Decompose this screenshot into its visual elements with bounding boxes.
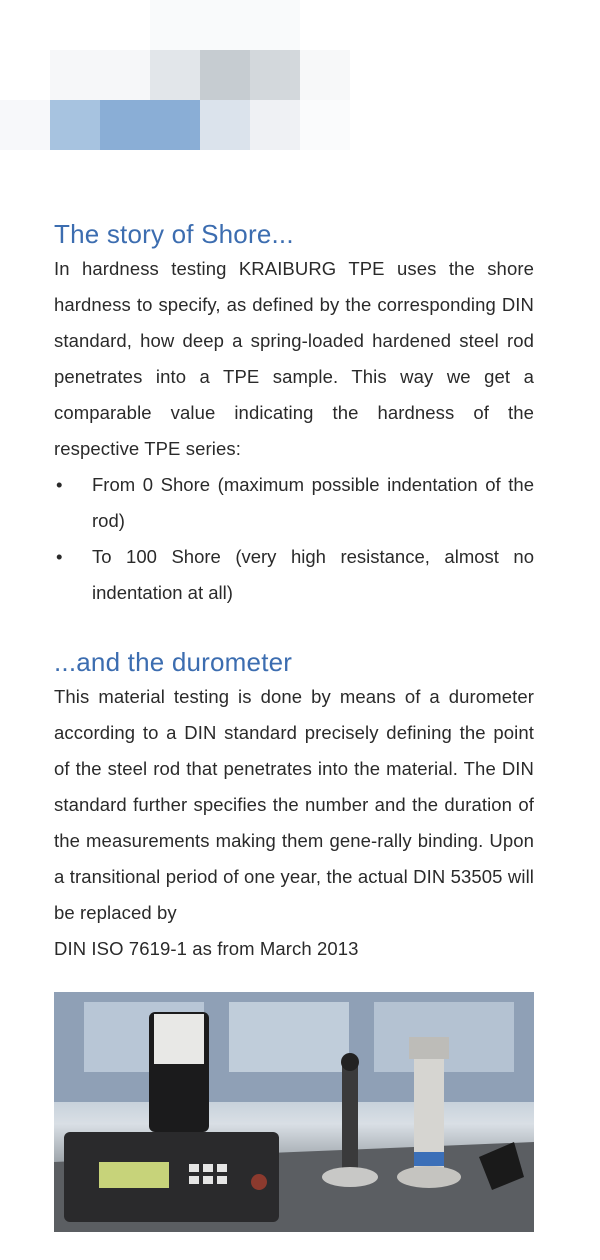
control-knob xyxy=(251,1174,267,1190)
pixel-block xyxy=(50,100,100,150)
durometer-stand-1 xyxy=(342,1062,358,1172)
pixel-block xyxy=(100,100,200,150)
durometer-knob-1 xyxy=(341,1053,359,1071)
bullet-list xyxy=(54,467,534,611)
pixel-block xyxy=(150,50,200,100)
durometer-head-2 xyxy=(409,1037,449,1059)
pixel-block xyxy=(0,100,50,150)
section-paragraph-durometer-last-line: DIN ISO 7619-1 as from March 2013 xyxy=(54,938,359,959)
durometer-base-1 xyxy=(322,1167,378,1187)
pixel-block xyxy=(150,0,300,50)
section-durometer xyxy=(54,645,534,967)
durometer-base xyxy=(64,1132,279,1222)
section-paragraph-durometer: This material testing is done by means of a durometer according to a DIN standard precisely defining the point of the steel rod that penetrates into the material. The DIN standard further specifies the number and the duration of the measurements making them gene-rally binding. Upon a transitional period of one year, the actual DIN 53505 will be replaced by xyxy=(54,686,534,923)
durometer-column-top xyxy=(154,1014,204,1064)
pixel-block xyxy=(50,50,150,100)
pixel-block xyxy=(200,50,250,100)
section-shore xyxy=(54,217,534,611)
section-heading-durometer: ...and the durometer xyxy=(54,647,293,677)
section-heading-shore: The story of Shore... xyxy=(54,219,294,249)
pixel-block xyxy=(250,50,300,100)
durometer-photo-illustration xyxy=(54,992,534,1232)
decorative-pixel-blocks xyxy=(0,0,600,160)
durometer-photo xyxy=(54,992,534,1232)
bullet-item: • To 100 Shore (very high resistance, almost no indentation at all) xyxy=(54,539,534,611)
pixel-block xyxy=(300,50,350,100)
sample-block xyxy=(414,1152,444,1166)
durometer-base-2 xyxy=(397,1166,461,1188)
pixel-block xyxy=(200,100,250,150)
section-paragraph-shore: In hardness testing KRAIBURG TPE uses the shore hardness to specify, as defined by the corresponding DIN standard, how deep a spring-loaded hardened steel rod penetrates into a TPE sample. This way we get a comparable value indicating the hardness of the respective TPE series: xyxy=(54,258,534,459)
bullet-item: • From 0 Shore (maximum possible indentation of the rod) xyxy=(54,467,534,539)
lcd-display xyxy=(99,1162,169,1188)
window-pane xyxy=(229,1002,349,1072)
pixel-block xyxy=(300,100,350,150)
pixel-block xyxy=(250,100,300,150)
